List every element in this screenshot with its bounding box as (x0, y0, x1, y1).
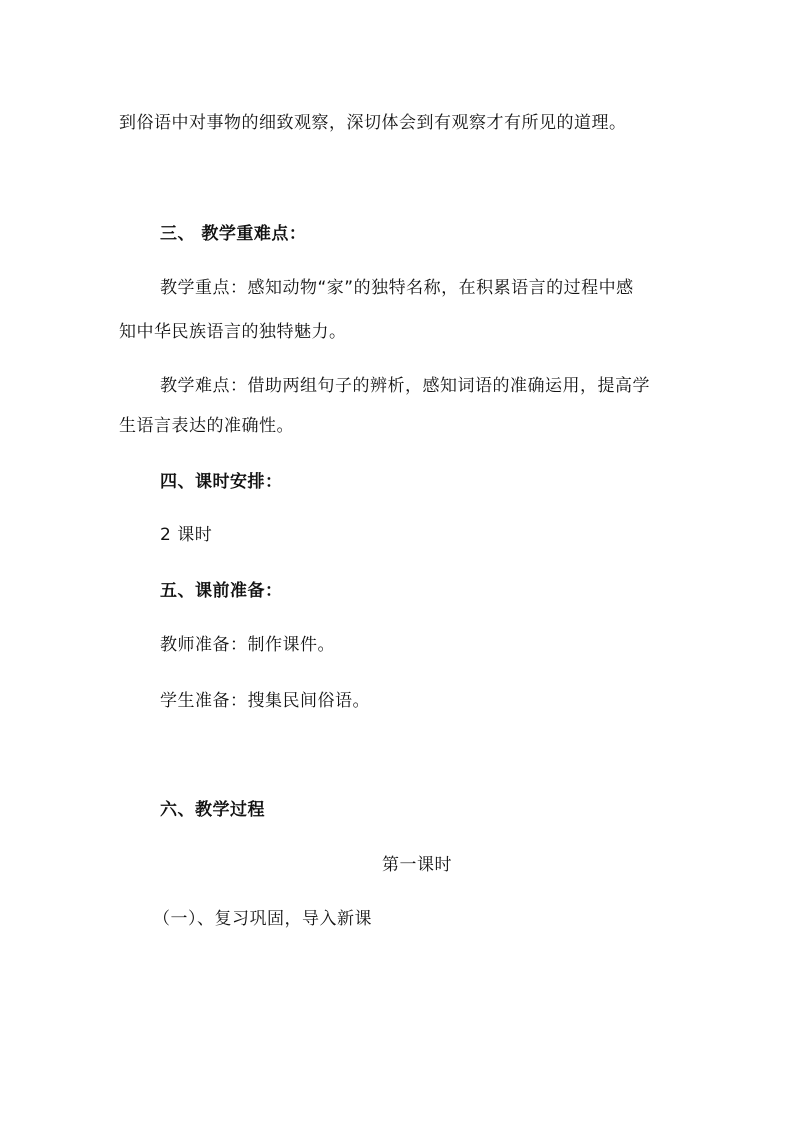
section-heading-process: 六、教学过程 (160, 800, 265, 820)
student-preparation: 学生准备：搜集民间俗语。 (160, 691, 370, 711)
teaching-difficulty-line-2: 生语言表达的准确性。 (119, 416, 294, 436)
teacher-preparation: 教师准备：制作课件。 (160, 635, 335, 655)
schedule-value: 2 课时 (160, 525, 213, 545)
subsection-review: （一）、复习巩固，导入新课 (153, 909, 372, 929)
lesson-title: 第一课时 (382, 855, 452, 875)
teaching-focus-line-2: 知中华民族语言的独特魅力。 (119, 322, 347, 342)
teaching-difficulty-line-1: 教学难点：借助两组句子的辨析，感知词语的准确运用，提高学 (160, 376, 650, 396)
section-heading-schedule: 四、课时安排： (160, 472, 283, 492)
section-heading-key-difficult-points: 三、 教学重难点： (160, 224, 307, 244)
section-heading-preparation: 五、课前准备： (160, 581, 283, 601)
paragraph-continuation: 到俗语中对事物的细致观察，深切体会到有观察才有所见的道理。 (119, 113, 627, 133)
teaching-focus-line-1: 教学重点：感知动物“家”的独特名称，在积累语言的过程中感 (160, 278, 634, 298)
